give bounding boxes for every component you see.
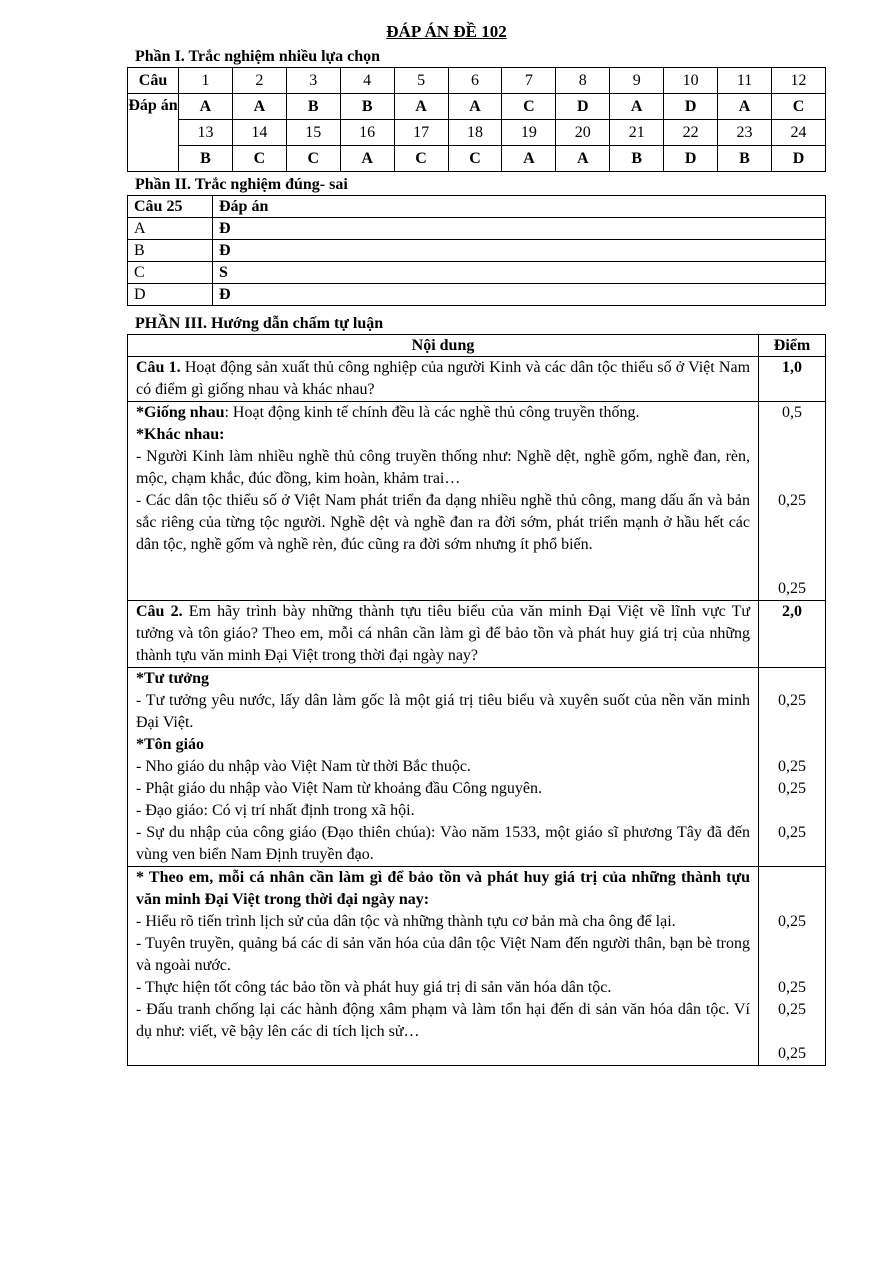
question-number: 3 [286, 68, 340, 94]
question-number: 22 [664, 120, 718, 146]
score-value: 0,25 [778, 1001, 806, 1018]
table-row [128, 668, 826, 867]
answer-cell: A [340, 146, 394, 172]
true-false-table [127, 195, 826, 306]
part3-heading: PHẦN III. Hướng dẫn chấm tự luận [135, 315, 384, 332]
question-number: 24 [771, 120, 825, 146]
question-2-part2-scores [759, 867, 826, 1066]
question-number: 10 [664, 68, 718, 94]
table-row [128, 94, 826, 120]
question-number: 2 [232, 68, 286, 94]
khac-label: *Khác nhau: [136, 426, 225, 443]
answer-cell: D [664, 146, 718, 172]
question-number: 14 [232, 120, 286, 146]
question-1 [128, 357, 759, 402]
table-row [128, 240, 826, 262]
table-row [128, 146, 826, 172]
answer-item: - Tuyên truyền, quảng bá các di sản văn hóa của dân tộc Việt Nam đến người thân, bạn bè trong và ngoài nước. [136, 935, 750, 974]
question-label: Câu 1. [136, 359, 181, 376]
answer-item: - Tư tưởng yêu nước, lấy dân làm gốc là một giá trị tiêu biểu và xuyên suốt của nền văn minh Đại Việt. [136, 692, 750, 731]
question-text: Hoạt động sản xuất thủ công nghiệp của người Kinh và các dân tộc thiểu số ở Việt Nam có điểm gì giống nhau và khác nhau? [136, 359, 751, 398]
item-label: C [128, 262, 213, 284]
question-number: 21 [610, 120, 664, 146]
table-row [128, 357, 826, 402]
question-score: 1,0 [759, 357, 826, 402]
col-cau25: Câu 25 [128, 196, 213, 218]
answer-cell: D [664, 94, 718, 120]
answer-cell: A [610, 94, 664, 120]
answer-item: - Đấu tranh chống lại các hành động xâm phạm và làm tổn hại đến di sản văn hóa dân tộc. Ví dụ như: viết, vẽ bậy lên các di tích lịch sử… [136, 1001, 750, 1040]
answer-item: - Phật giáo du nhập vào Việt Nam từ khoảng đầu Công nguyên. [136, 780, 543, 797]
question-number: 12 [771, 68, 825, 94]
table-row [128, 867, 826, 1066]
question-2 [128, 601, 759, 668]
table-row [128, 601, 826, 668]
tu-tuong-label: *Tư tưởng [136, 670, 209, 687]
item-label: D [128, 284, 213, 306]
table-row [128, 402, 826, 601]
item-answer: Đ [213, 240, 826, 262]
question-number: 5 [394, 68, 448, 94]
answer-cell: D [556, 94, 610, 120]
question-number: 13 [179, 120, 233, 146]
score-value: 0,25 [778, 780, 806, 797]
answer-cell: A [394, 94, 448, 120]
answer-cell: B [610, 146, 664, 172]
giong-text: : Hoạt động kinh tế chính đều là các nghề thủ công truyền thống. [224, 404, 640, 421]
question-number: 4 [340, 68, 394, 94]
table-row [128, 284, 826, 306]
item-answer: Đ [213, 218, 826, 240]
khac-item: - Người Kinh làm nhiều nghề thủ công truyền thống như: Nghề dệt, nghề gốm, nghề đan, rèn, mộc, chạm khắc, đúc đồng, kim hoàn, khảm trai… [136, 448, 750, 487]
answer-item: - Nho giáo du nhập vào Việt Nam từ thời Bắc thuộc. [136, 758, 471, 775]
question-number: 18 [448, 120, 502, 146]
score-value: 0,25 [778, 1045, 806, 1062]
question-number: 20 [556, 120, 610, 146]
score-value: 0,25 [778, 758, 806, 775]
answer-cell: B [718, 146, 772, 172]
question-number: 7 [502, 68, 556, 94]
question-number: 16 [340, 120, 394, 146]
answer-cell: C [502, 94, 556, 120]
answer-cell: C [771, 94, 825, 120]
table-row [128, 196, 826, 218]
col-content-header: Nội dung [128, 335, 759, 357]
table-row [128, 120, 826, 146]
answer-item: - Đạo giáo: Có vị trí nhất định trong xã hội. [136, 802, 415, 819]
question-number: 9 [610, 68, 664, 94]
part2-heading: Phần II. Trắc nghiệm đúng- sai [135, 176, 348, 193]
giong-label: *Giống nhau [136, 404, 225, 421]
answer-item: - Hiểu rõ tiến trình lịch sử của dân tộc và những thành tựu cơ bản mà cha ông để lại. [136, 913, 676, 930]
score-value: 0,25 [778, 580, 806, 597]
question-2-answer [128, 668, 759, 867]
answer-cell: C [286, 146, 340, 172]
answer-item: - Sự du nhập của công giáo (Đạo thiên chúa): Vào năm 1533, một giáo sĩ phương Tây đã đến vùng ven biển Nam Định truyền đạo. [136, 824, 750, 863]
question-number: 1 [179, 68, 233, 94]
table-row [128, 218, 826, 240]
part1-heading: Phần I. Trắc nghiệm nhiều lựa chọn [135, 48, 381, 65]
dap-an-label: Đáp án [128, 94, 179, 172]
cau-label: Câu [128, 68, 179, 94]
item-answer: Đ [213, 284, 826, 306]
answer-cell: A [232, 94, 286, 120]
answer-cell: A [502, 146, 556, 172]
ton-giao-label: *Tôn giáo [136, 736, 205, 753]
answer-cell: B [340, 94, 394, 120]
answer-cell: A [179, 94, 233, 120]
question-label: Câu 2. [136, 603, 183, 620]
item-label: B [128, 240, 213, 262]
essay-rubric-table [127, 334, 826, 1066]
question-1-scores [759, 402, 826, 601]
question-number: 8 [556, 68, 610, 94]
score-value: 0,25 [778, 913, 806, 930]
item-label: A [128, 218, 213, 240]
question-2-scores [759, 668, 826, 867]
answer-cell: A [556, 146, 610, 172]
answer-cell: A [718, 94, 772, 120]
col-dap-an: Đáp án [213, 196, 826, 218]
question-text: Em hãy trình bày những thành tựu tiêu biểu của văn minh Đại Việt về lĩnh vực Tư tưởng và tôn giáo? Theo em, mỗi cá nhân cần làm gì để bảo tồn và phát huy giá trị của những thành tựu văn minh Đại Việt trong thời đại ngày nay? [136, 603, 751, 664]
question-number: 15 [286, 120, 340, 146]
col-score-header: Điểm [759, 335, 826, 357]
table-row [128, 68, 826, 94]
theo-em-label: * Theo em, mỗi cá nhân cần làm gì để bảo tồn và phát huy giá trị của những thành tựu văn minh Đại Việt trong thời đại ngày nay: [136, 869, 750, 908]
multiple-choice-table [127, 67, 826, 172]
question-number: 6 [448, 68, 502, 94]
answer-cell: B [286, 94, 340, 120]
score-value: 0,25 [778, 692, 806, 709]
score-value: 0,25 [778, 824, 806, 841]
question-number: 17 [394, 120, 448, 146]
page-title: ĐÁP ÁN ĐỀ 102 [386, 22, 507, 41]
question-2-part2-answer [128, 867, 759, 1066]
question-number: 23 [718, 120, 772, 146]
score-value: 0,25 [778, 979, 806, 996]
table-row [128, 262, 826, 284]
answer-cell: C [448, 146, 502, 172]
table-row [128, 335, 826, 357]
score-value: 0,5 [782, 404, 802, 421]
answer-item: - Thực hiện tốt công tác bảo tồn và phát huy giá trị di sản văn hóa dân tộc. [136, 979, 612, 996]
answer-cell: C [394, 146, 448, 172]
question-number: 11 [718, 68, 772, 94]
khac-item: - Các dân tộc thiểu số ở Việt Nam phát triển đa dạng nhiều nghề thủ công, mang dấu ấn và bản sắc riêng của từng tộc người. Nghề dệt và nghề đan ra đời sớm, phát triển mạnh ở hầu hết các dân tộc, nghề gốm và nghề rèn, đúc cũng ra đời sớm nhưng ít phổ biến. [136, 492, 750, 553]
question-number: 19 [502, 120, 556, 146]
answer-cell: C [232, 146, 286, 172]
question-1-answer [128, 402, 759, 601]
question-score: 2,0 [759, 601, 826, 668]
answer-cell: B [179, 146, 233, 172]
score-value: 0,25 [778, 492, 806, 509]
answer-cell: A [448, 94, 502, 120]
answer-cell: D [771, 146, 825, 172]
item-answer: S [213, 262, 826, 284]
